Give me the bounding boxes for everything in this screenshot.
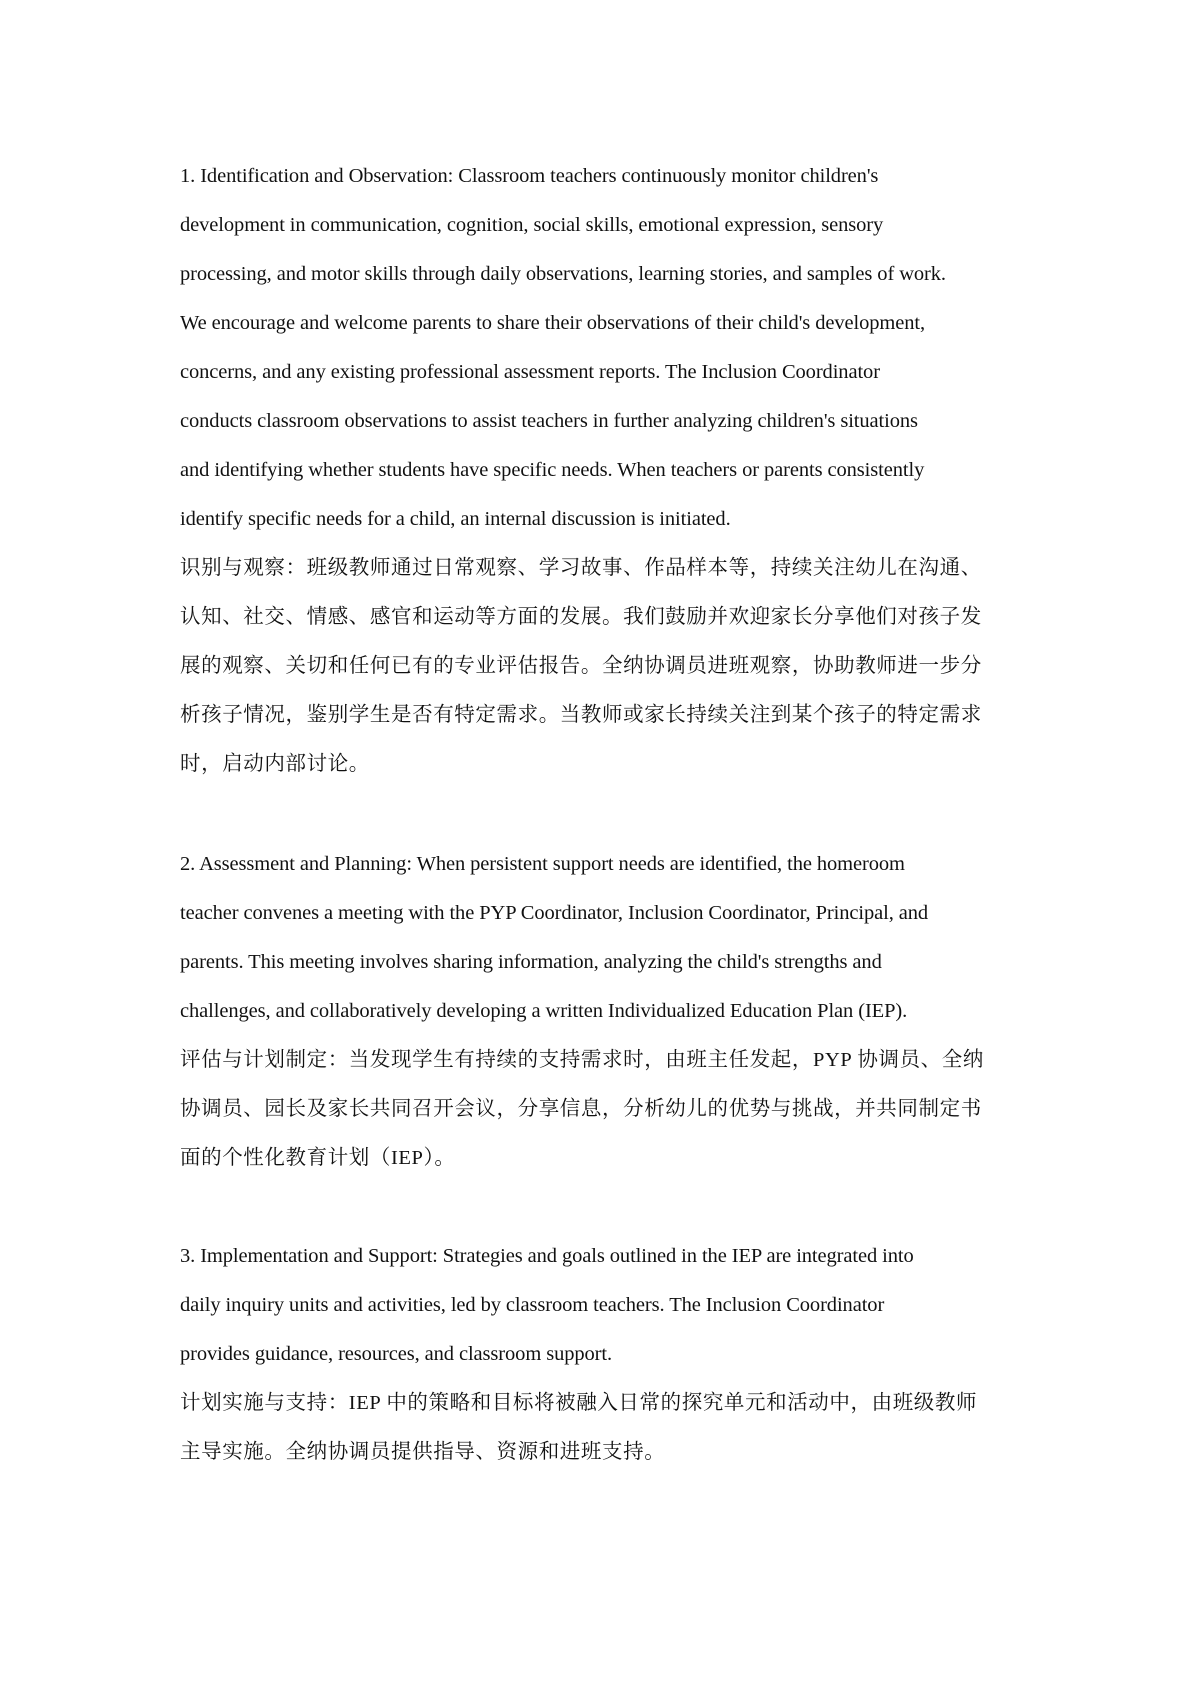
text-line: identify specific needs for a child, an internal discussion is initiated. [180, 508, 731, 530]
text-line: 面的个性化教育计划（IEP）。 [180, 1147, 456, 1169]
text-line: 析孩子情况，鉴别学生是否有特定需求。当教师或家长持续关注到某个孩子的特定需求 [180, 704, 982, 726]
chinese-paragraph [180, 1036, 1030, 1183]
chinese-paragraph [180, 1379, 1030, 1477]
english-paragraph [180, 1232, 1030, 1379]
text-line: parents. This meeting involves sharing information, analyzing the child's strengths and [180, 951, 882, 973]
english-paragraph [180, 840, 1030, 1036]
text-line: 时，启动内部讨论。 [180, 753, 370, 775]
text-line: daily inquiry units and activities, led by classroom teachers. The Inclusion Coordinator [180, 1294, 885, 1316]
text-line: provides guidance, resources, and classroom support. [180, 1343, 613, 1365]
section-implementation-support [180, 1232, 1030, 1477]
text-line: 识别与观察：班级教师通过日常观察、学习故事、作品样本等，持续关注幼儿在沟通、 [180, 557, 982, 579]
text-line: We encourage and welcome parents to share their observations of their child's development, [180, 312, 926, 334]
text-line: processing, and motor skills through daily observations, learning stories, and samples of work. [180, 263, 946, 285]
text-line: development in communication, cognition, social skills, emotional expression, sensory [180, 214, 884, 236]
text-line: teacher convenes a meeting with the PYP Coordinator, Inclusion Coordinator, Principal, and [180, 902, 929, 924]
text-line: conducts classroom observations to assist teachers in further analyzing children's situations [180, 410, 918, 432]
text-line: challenges, and collaboratively developing a written Individualized Education Plan (IEP). [180, 1000, 908, 1022]
text-line: 评估与计划制定：当发现学生有持续的支持需求时，由班主任发起，PYP 协调员、全纳 [180, 1049, 984, 1071]
text-line: and identifying whether students have specific needs. When teachers or parents consistently [180, 459, 925, 481]
text-line: 认知、社交、情感、感官和运动等方面的发展。我们鼓励并欢迎家长分享他们对孩子发 [180, 606, 982, 628]
chinese-paragraph [180, 544, 1030, 789]
text-line: concerns, and any existing professional assessment reports. The Inclusion Coordinator [180, 361, 880, 383]
text-line: 展的观察、关切和任何已有的专业评估报告。全纳协调员进班观察，协助教师进一步分 [180, 655, 982, 677]
english-paragraph [180, 152, 1030, 544]
text-line: 3. Implementation and Support: Strategies and goals outlined in the IEP are integrated into [180, 1245, 914, 1267]
section-identification-observation [180, 152, 1030, 789]
text-line: 计划实施与支持：IEP 中的策略和目标将被融入日常的探究单元和活动中，由班级教师 [180, 1392, 978, 1414]
text-line: 主导实施。全纳协调员提供指导、资源和进班支持。 [180, 1441, 666, 1463]
text-line: 2. Assessment and Planning: When persistent support needs are identified, the homeroom [180, 853, 905, 875]
text-line: 1. Identification and Observation: Classroom teachers continuously monitor children's [180, 165, 879, 187]
section-assessment-planning [180, 840, 1030, 1183]
text-line: 协调员、园长及家长共同召开会议，分享信息，分析幼儿的优势与挑战，并共同制定书 [180, 1098, 982, 1120]
